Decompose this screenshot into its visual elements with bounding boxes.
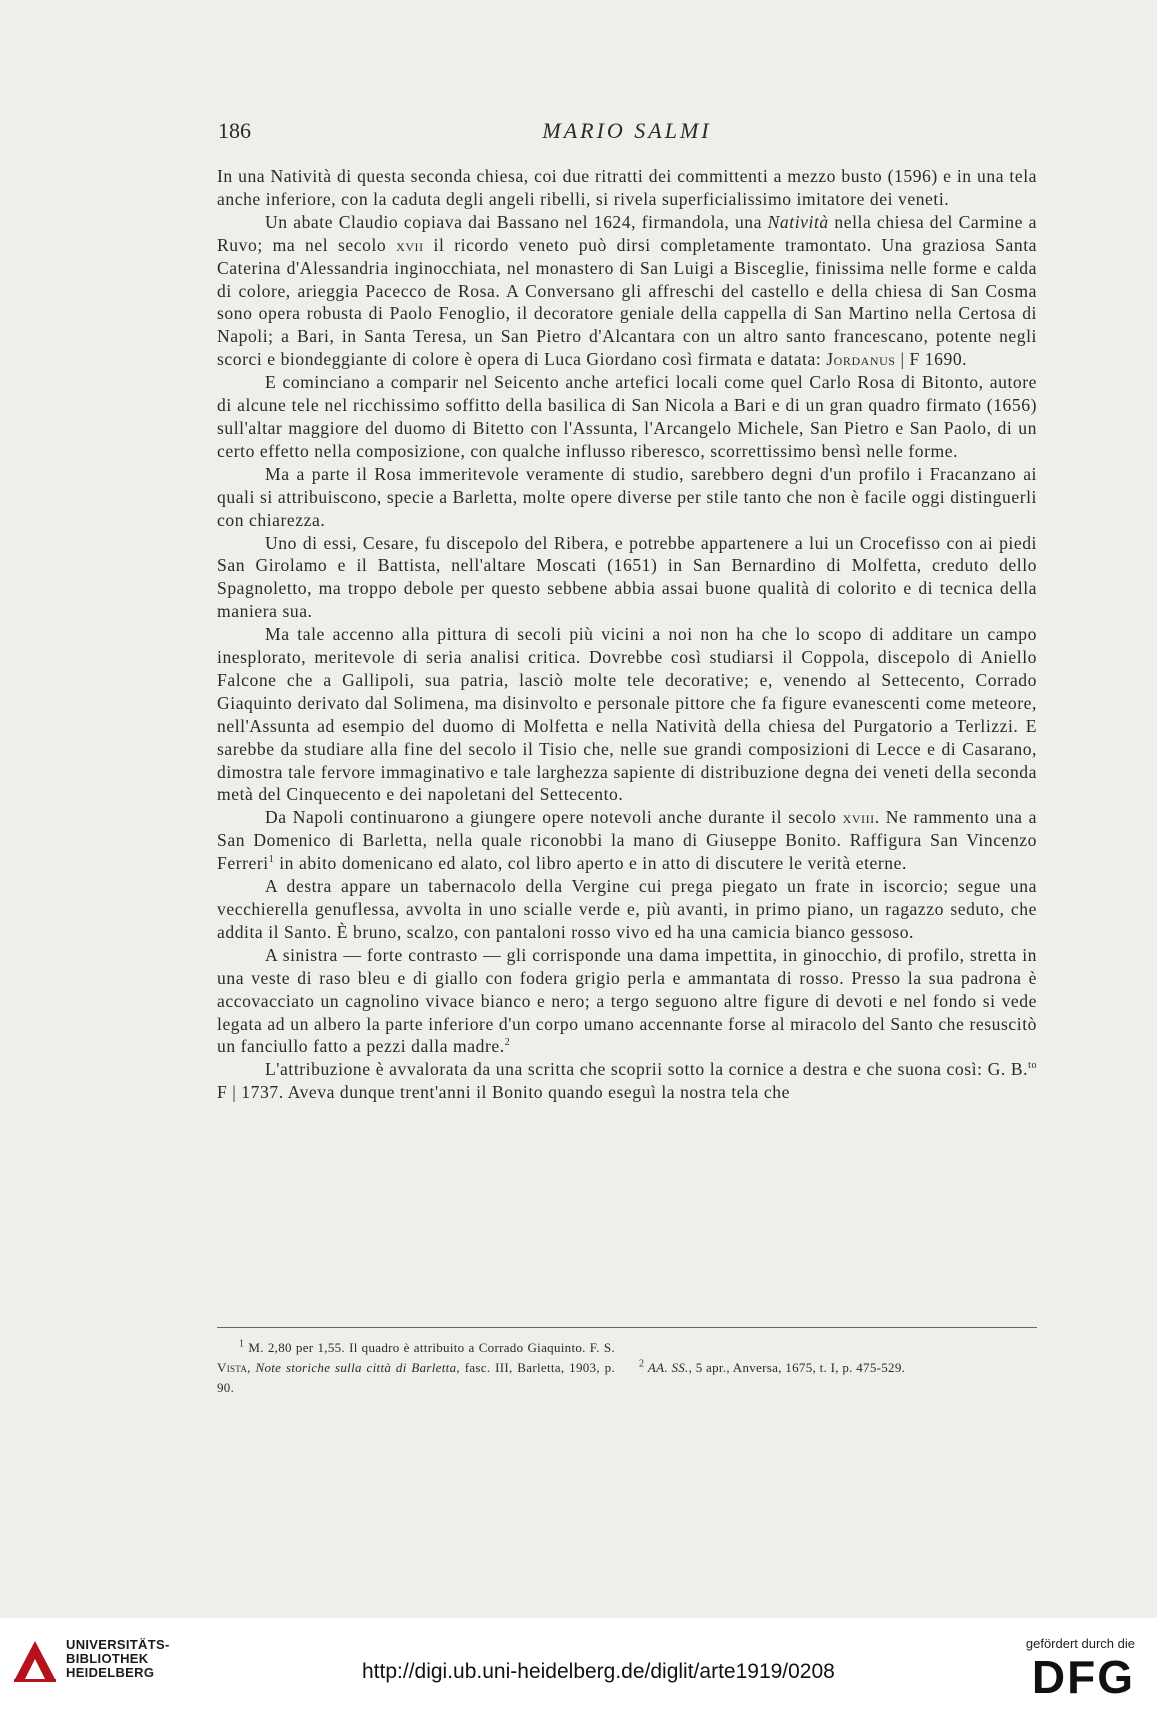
- dfg-logo: DFG: [1031, 1651, 1135, 1703]
- signature-text: Jordanus: [826, 349, 896, 370]
- permalink-url[interactable]: http://digi.ub.uni-heidelberg.de/diglit/arte1919/0208: [362, 1660, 835, 1683]
- footnote-ref: 2: [504, 1037, 511, 1049]
- paragraph: L'attribuzione è avvalorata da una scritta che scoprii sotto la cornice a destra e che suona così: G. B.$^{to}$ F | 1737. Aveva dunque trent'anni il Bonito quando eseguì la nostra tela che: [217, 1059, 1037, 1103]
- paragraph: Un abate Claudio copiava dai Bassano nel 1624, firmandola, una Natività nella chiesa del Carmine a Ruvo; ma nel secolo xvii il ricordo veneto può dirsi completamente tramontato. Una graziosa Santa Caterina d'Alessandria inginocchiata, nel monastero di San Luigi a Bisceglie, finissima nelle forme e calda di colore, arieggia Pacecco de Rosa. A Conversano gli affreschi del castello e della chiesa di San Cosma sono opera robusta di Paolo Fenoglio, il decoratore geniale della cappella di San Martino nella Certosa di Napoli; a Bari, in Santa Teresa, un San Pietro d'Alcantara con un altro santo francescano, potente negli scorci e biondeggiante di colore è opera di Luca Giordano così firmata e datata: Jordanus | F 1690.: [217, 211, 1037, 370]
- paragraph: Uno di essi, Cesare, fu discepolo del Ribera, e potrebbe appartenere a lui un Crocefisso con ai piedi San Girolamo e il Battista, nell'altare Moscati (1651) in San Bernardino di Molfetta, creduto dello Spagnoletto, ma troppo debole per questo sebbene abbia assai buone qualità di colorito e di tecnica della maniera sua.: [217, 532, 1037, 622]
- paragraph: A sinistra — forte contrasto — gli corrisponde una dama impettita, in ginocchio, di profilo, stretta in una veste di raso bleu e di giallo con fodera grigio perla e ammantata di rosso. Presso la sua padrona è accovacciato un cagnolino vivace bianco e nero; a tergo seguono altre figure di devoti e nel fondo si vede legata ad un albero la parte inferiore d'un corpo umano accennante forse al miracolo del Santo che resuscitò un fanciullo fatto a pezzi dalla madre.$^2$: [217, 944, 1037, 1057]
- running-title: MARIO SALMI: [542, 118, 712, 143]
- viewer-footer: [0, 1618, 1157, 1719]
- paragraph: Da Napoli continuarono a giungere opere notevoli anche durante il secolo xviii. Ne rammento una a San Domenico di Barletta, nella quale riconobbi la mano di Giuseppe Bonito. Raffigura San Vincenzo Ferreri$^1$ in abito domenicano ed alato, col libro aperto e in atto di discutere le verità eterne.: [217, 807, 1038, 874]
- body-text: [217, 165, 1037, 1104]
- paragraph: E cominciano a comparir nel Seicento anche artefici locali come quel Carlo Rosa di Bitonto, autore di alcune tele nel ricchissimo soffitto della basilica di San Nicola a Bari e di un gran quadro firmato (1656) sull'altar maggiore del duomo di Bitetto con l'Assunta, l'Arcangelo Michele, San Pietro e San Paolo, di un certo effetto nella composizione, con qualche influsso riberesco, scorrettissimo bensì nelle forme.: [217, 372, 1037, 461]
- paragraph: A destra appare un tabernacolo della Vergine cui prega piegato un frate in iscorcio; segue una vecchierella genuflessa, avvolta in uno scialle verde e, più avanti, in primo piano, un ragazzo seduto, che addita il Santo. È bruno, scalzo, con pantaloni rosso vivo ed ha una camicia bianco gessoso.: [217, 876, 1037, 942]
- funding-label: gefördert durch die: [1025, 1636, 1135, 1651]
- footnote-divider: [217, 1327, 1037, 1328]
- footnote-1: $^1$ M. 2,80 per 1,55. Il quadro è attribuito a Corrado Giaquinto. F. S. Vista, Note storiche sulla città di Barletta, fasc. III, Barletta, 1903, p. 90.: [217, 1338, 616, 1395]
- institution-name: UNIVERSITÄTS- BIBLIOTHEK HEIDELBERG: [66, 1637, 170, 1680]
- paragraph: Ma tale accenno alla pittura di secoli più vicini a noi non ha che lo scopo di additare un campo inesplorato, meritevole di seria analisi critica. Dovrebbe così studiarsi il Coppola, discepolo di Aniello Falcone che a Gallipoli, sua patria, lasciò molte tele decorative; e, venendo al Settecento, Corrado Giaquinto derivato dal Solimena, ma disinvolto e personale pittore che fa figure evanescenti come meteore, nell'Assunta ad esempio del duomo di Molfetta e nella Natività della chiesa del Purgatorio a Terlizzi. E sarebbe da studiare alla fine del secolo il Tisio che, nelle sue grandi composizioni di Lecce e di Casarano, dimostra tale fervore immaginativo e tale larghezza sapiente di distribuzione degna dei veneti della seconda metà del Cinquecento e dei napoletani del Settecento.: [217, 624, 1037, 805]
- paragraph: In una Natività di questa seconda chiesa, coi due ritratti dei committenti a mezzo busto (1596) e in una tela anche inferiore, con la caduta degli angeli ribelli, si rivela superficialissimo imitatore dei veneti.: [217, 166, 1037, 209]
- footnote-ref: 1: [268, 854, 275, 866]
- footnote-2: $^2$ AA. SS., 5 apr., Anversa, 1675, t. I, p. 475-529.: [639, 1358, 906, 1375]
- page-number: 186: [218, 118, 251, 143]
- university-logo-icon: [10, 1635, 60, 1685]
- paragraph: Ma a parte il Rosa immeritevole veramente di studio, sarebbero degni d'un profilo i Fracanzano ai quali si attribuiscono, specie a Barletta, molte opere diverse per stile tanto che non è facile oggi distinguerli con chiarezza.: [217, 463, 1037, 530]
- italic-title: Natività: [767, 211, 829, 232]
- page-header: [218, 118, 1036, 148]
